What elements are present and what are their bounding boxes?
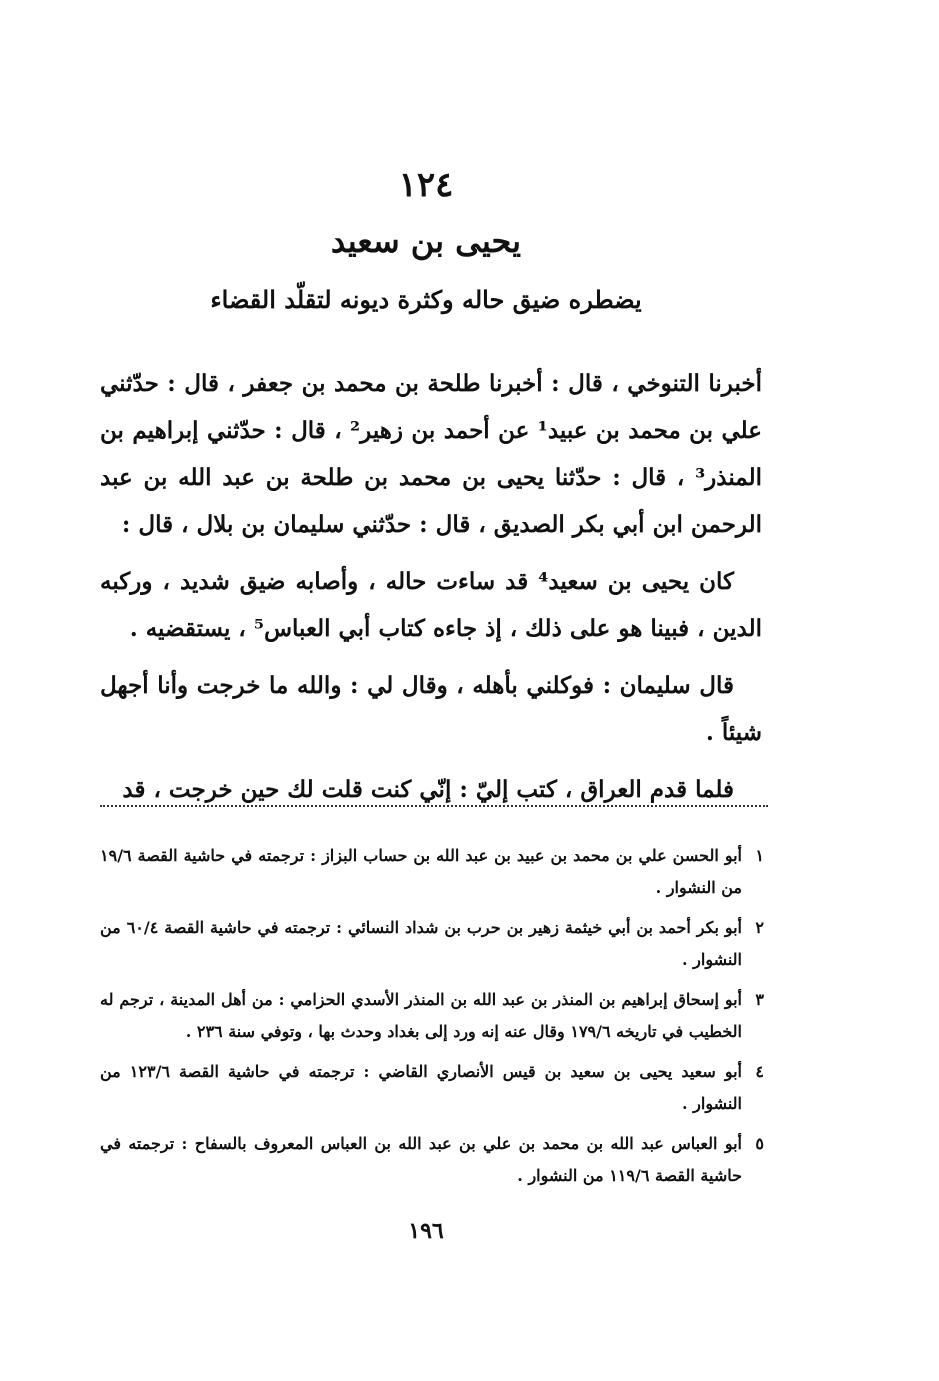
- story-subtitle: يضطره ضيق حاله وكثرة ديونه لتقلّد القضاء: [210, 285, 642, 314]
- footnote-number: ٤: [755, 1062, 764, 1081]
- footnote-text: أبو بكر أحمد بن أبي خيثمة زهير بن حرب بن شداد النسائي : ترجمته في حاشية القصة ٦٠/٤ من النشوار .: [100, 918, 742, 969]
- paragraph-iraq: فلما قدم العراق ، كتب إليّ : إنّي كنت قلت لك حين خرجت ، قد: [122, 776, 734, 803]
- footnote-number: ١: [755, 846, 764, 865]
- story-title: يحيى بن سعيد: [330, 222, 522, 260]
- page-number: ١٩٦: [408, 1218, 444, 1244]
- footnote-separator: [100, 805, 768, 807]
- story-number: ١٢٤: [398, 165, 454, 205]
- footnote: [100, 912, 764, 976]
- footnote-text: أبو سعيد يحيى بن سعيد بن قيس الأنصاري القاضي : ترجمته في حاشية القصة ١٢٣/٦ من النشوار .: [100, 1062, 742, 1113]
- paragraph-story: كان يحيى بن سعيد⁴ قد ساءت حاله ، وأصابه ضيق شديد ، وركبه الدين ، فبينا هو على ذلك ، إذ جاءه كتاب أبي العباس⁵ ، يستقضيه .: [100, 568, 762, 642]
- paragraph-sulaiman: قال سليمان : فوكلني بأهله ، وقال لي : والله ما خرجت وأنا أجهل شيئاً .: [100, 672, 762, 746]
- footnote-text: أبو العباس عبد الله بن محمد بن علي بن عبد الله بن العباس المعروف بالسفاح : ترجمته في حاشية القصة ١١٩/٦ من النشوار .: [100, 1134, 742, 1185]
- footnote-number: ٢: [755, 918, 764, 937]
- footnote: [100, 984, 764, 1048]
- footnote: [100, 1128, 764, 1192]
- paragraph-isnad: أخبرنا التنوخي ، قال : أخبرنا طلحة بن محمد بن جعفر ، قال : حدّثني علي بن محمد بن عبيد¹ عن أحمد بن زهير² ، قال : حدّثني إبراهيم بن المنذر³ ، قال : حدّثنا يحيى بن محمد بن طلحة بن عبد الله بن عبد الرحمن ابن أبي بكر الصديق ، قال : حدّثني سليمان بن بلال ، قال :: [100, 370, 763, 538]
- footnote-number: ٥: [755, 1134, 764, 1153]
- footnotes: [100, 840, 764, 1200]
- footnote-number: ٣: [755, 990, 764, 1009]
- footnote-text: أبو الحسن علي بن محمد بن عبيد بن عبد الله بن حساب البزاز : ترجمته في حاشية القصة ١٩/٦ من النشوار .: [100, 846, 742, 897]
- footnote-text: أبو إسحاق إبراهيم بن المنذر بن عبد الله بن المنذر الأسدي الحزامي : من أهل المدينة ، ترجم له الخطيب في تاريخه ١٧٩/٦ وقال عنه إنه ورد إلى بغداد وحدث بها ، وتوفي سنة ٢٣٦ .: [100, 990, 743, 1041]
- footnote: [100, 1056, 764, 1120]
- body-text: [100, 360, 762, 823]
- footnote: [100, 840, 764, 904]
